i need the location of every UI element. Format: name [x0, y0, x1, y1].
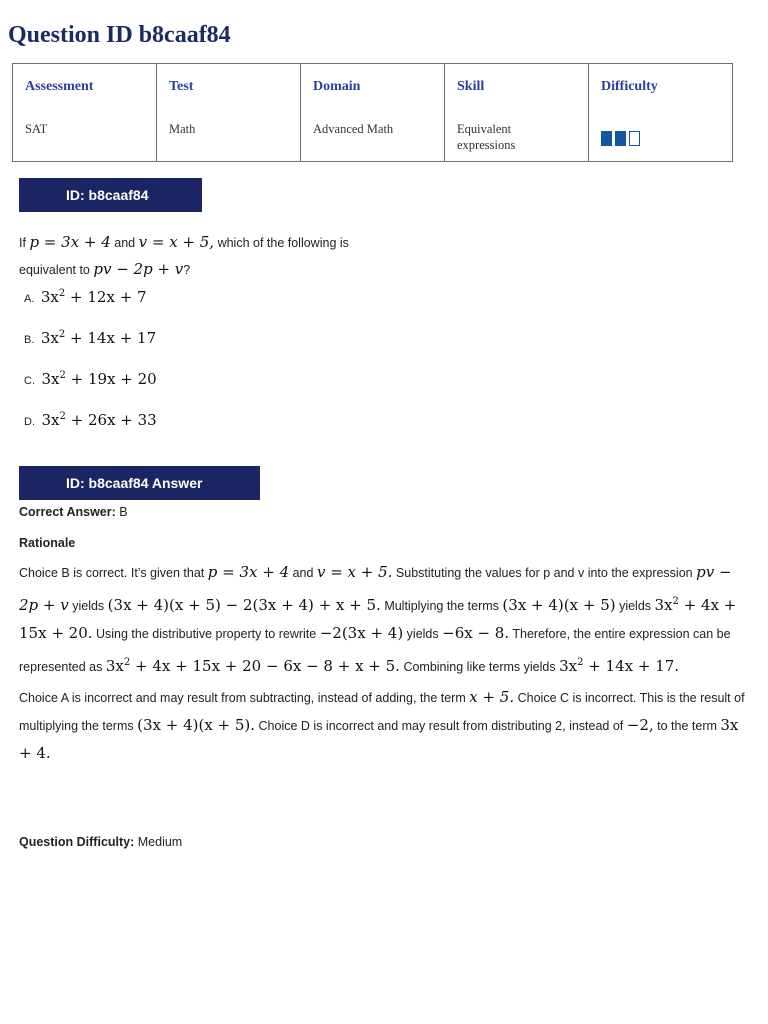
- meta-cell-test: [157, 64, 301, 162]
- answer-choice-d: [24, 411, 157, 429]
- equation: $3x^2 + 14x + 17$.: [559, 656, 680, 675]
- meta-header-test: Test: [169, 79, 194, 94]
- rationale-text: yields: [72, 598, 105, 613]
- rationale-text: Therefore, the entire expression can be represented as: [19, 627, 731, 674]
- rationale-label: Rationale: [19, 536, 76, 550]
- choice-label: A.: [24, 293, 35, 305]
- rationale-text: yields: [619, 598, 652, 613]
- equation: 3x + 4.: [19, 716, 739, 762]
- rationale-text: Substituting the values for p and v into the expression: [395, 566, 693, 580]
- equation: v = x + 5.: [316, 563, 393, 581]
- equation: −2,: [626, 716, 654, 734]
- correct-answer: [19, 505, 128, 519]
- question-difficulty-value: Medium: [137, 835, 183, 849]
- rationale-text: Using the distributive property to rewrite: [96, 627, 317, 641]
- difficulty-indicator: [601, 131, 720, 146]
- question-text: If: [19, 236, 26, 250]
- meta-cell-domain: [301, 64, 445, 162]
- equation: p = 3x + 4: [207, 563, 290, 581]
- correct-answer-value: B: [119, 505, 128, 519]
- difficulty-square-icon: [601, 131, 612, 146]
- equation: −2(3x + 4): [319, 624, 404, 642]
- equation: $3x^2 + 4x + 15x + 20 - 6x - 8 + x + 5$.: [105, 656, 400, 675]
- rationale-heading: [19, 536, 75, 550]
- choice-text: $3x^2 + 26x + 33$: [41, 411, 157, 429]
- page-title: Question ID b8caaf84: [8, 22, 231, 48]
- answer-choice-a: [24, 288, 147, 306]
- equation: (3x + 4)(x + 5).: [137, 716, 256, 734]
- meta-header-skill: Skill: [457, 79, 485, 94]
- rationale-text: Combining like terms yields: [403, 659, 556, 674]
- question-id-banner: ID: b8caaf84: [19, 178, 202, 212]
- meta-cell-assessment: [13, 64, 157, 162]
- equation: $3x^2 + 4x + 15x + 20$.: [19, 595, 737, 642]
- meta-value-domain: Advanced Math: [313, 122, 394, 136]
- meta-value-test: Math: [169, 122, 196, 136]
- equation: (3x + 4)(x + 5) − 2(3x + 4) + x + 5.: [107, 595, 381, 614]
- answer-id-banner: ID: b8caaf84 Answer: [19, 466, 260, 500]
- question-stem: [19, 229, 349, 283]
- choice-text: $3x^2 + 19x + 20$: [41, 370, 157, 388]
- rationale-text: yields: [406, 627, 439, 641]
- equation: p = 3x + 4: [29, 233, 111, 251]
- choice-text: $3x^2 + 14x + 17$: [40, 329, 157, 347]
- rationale-text: Choice A is incorrect and may result from subtracting, instead of adding, the term: [19, 691, 466, 705]
- difficulty-square-icon: [629, 131, 640, 146]
- equation: (3x + 4)(x + 5): [502, 595, 616, 614]
- choice-label: B.: [24, 334, 35, 346]
- meta-value-skill: Equivalent expressions: [457, 122, 516, 152]
- choice-text: $3x^2 + 12x + 7$: [40, 288, 147, 306]
- equation: v = x + 5,: [138, 233, 215, 251]
- meta-header-domain: Domain: [313, 79, 361, 94]
- equation: pv − 2p + v: [19, 563, 732, 614]
- equation: x + 5.: [469, 688, 515, 706]
- rationale-text: Multiplying the terms: [384, 598, 499, 613]
- question-meta-table: [12, 63, 733, 162]
- rationale-text: Choice D is incorrect and may result from distributing 2, instead of: [258, 719, 624, 733]
- equation: −6x − 8.: [442, 624, 510, 642]
- difficulty-square-icon: [615, 131, 626, 146]
- question-difficulty-label: Question Difficulty:: [19, 835, 135, 849]
- question-text: ?: [183, 263, 191, 277]
- question-text: and: [114, 236, 136, 250]
- rationale-text: and: [292, 566, 314, 580]
- answer-choice-b: [24, 329, 156, 347]
- question-difficulty: [19, 835, 182, 849]
- rationale-text: to the term: [657, 719, 717, 733]
- meta-header-difficulty: Difficulty: [601, 79, 658, 94]
- answer-choice-c: [24, 370, 157, 388]
- correct-answer-label: Correct Answer:: [19, 505, 116, 519]
- rationale-paragraph-2: [19, 684, 749, 768]
- choice-label: D.: [24, 416, 35, 428]
- question-text: which of the following is equivalent to: [19, 236, 349, 277]
- meta-header-assessment: Assessment: [25, 79, 94, 94]
- meta-cell-difficulty: [589, 64, 733, 162]
- meta-value-assessment: SAT: [25, 122, 48, 136]
- choice-label: C.: [24, 375, 35, 387]
- equation: pv − 2p + v: [93, 260, 184, 278]
- rationale-paragraph-1: [19, 559, 749, 681]
- meta-cell-skill: [445, 64, 589, 162]
- rationale-text: Choice B is correct. It’s given that: [19, 566, 205, 580]
- rationale-text: Choice C is incorrect. This is the result of multiplying the terms: [19, 691, 745, 733]
